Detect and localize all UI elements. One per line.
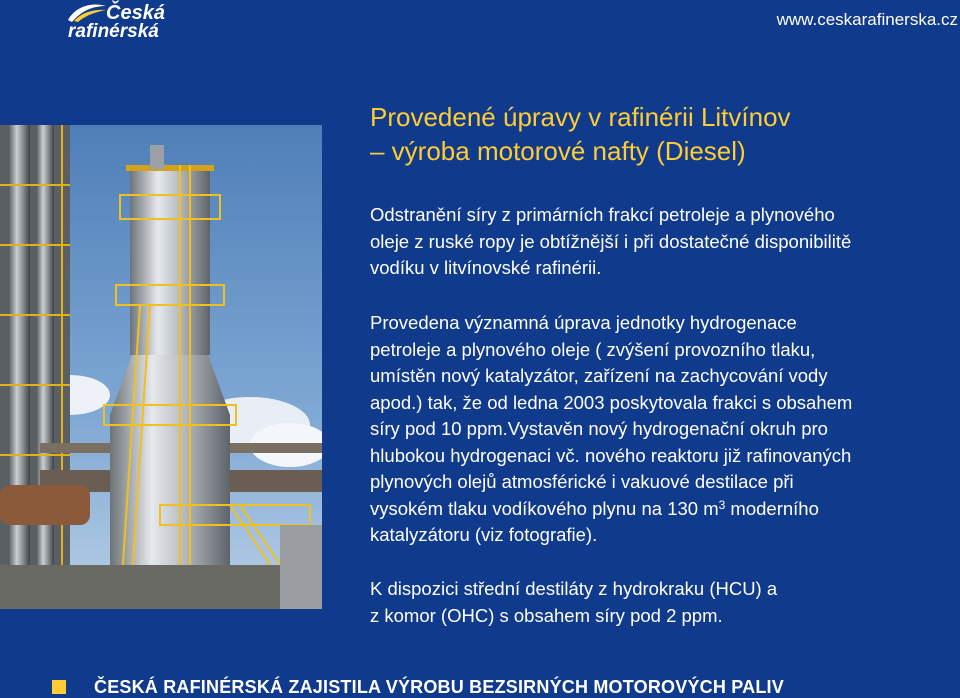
text-line: plynových olejů atmosférické i vakuové destilace při — [370, 471, 794, 492]
paragraph-middle-distillates — [370, 576, 960, 629]
text-line: katalyzátoru (viz fotografie). — [370, 524, 598, 545]
slide-title — [370, 100, 930, 168]
text-line: K dispozici střední destiláty z hydrokraku (HCU) a — [370, 578, 778, 599]
title-line-1: Provedené úpravy v rafinérii Litvínov — [370, 102, 791, 132]
text-fragment: moderního — [725, 497, 819, 519]
text-line: síry pod 10 ppm.Vystavěn nový hydrogenační okruh pro — [370, 418, 828, 439]
text-line: Odstranění síry z primárních frakcí petroleje a plynového — [370, 204, 835, 225]
footer-caption: ČESKÁ RAFINÉRSKÁ ZAJISTILA VÝROBU BEZSIRNÝCH MOTOROVÝCH PALIV — [94, 677, 784, 697]
superscript: 3 — [718, 497, 726, 512]
company-logo — [66, 2, 176, 42]
text-line: oleje z ruské ropy je obtížnější i při dostatečné disponibilitě — [370, 230, 852, 252]
text-line: vodíku v litvínovské rafinérii. — [370, 257, 602, 278]
text-line: apod.) tak, že od ledna 2003 poskytovala frakci s obsahem — [370, 391, 853, 413]
logo-text-line1: Česká — [106, 2, 165, 24]
logo-text-line2: rafinérská — [68, 21, 159, 42]
refinery-photo — [0, 125, 322, 609]
footer-bullet-icon — [52, 680, 66, 694]
website-url: www.ceskarafinerska.cz — [776, 10, 958, 29]
paragraph-hydrogenation-upgrade — [370, 310, 960, 549]
text-line: z komor (OHC) s obsahem síry pod 2 ppm. — [370, 604, 723, 626]
text-line: petroleje a plynového oleje ( zvýšení provozního tlaku, — [370, 338, 816, 360]
title-line-2: – výroba motorové nafty (Diesel) — [370, 136, 746, 166]
text-line: hlubokou hydrogenaci vč. nového reaktoru již rafinovaných — [370, 444, 852, 466]
text-line: umístěn nový katalyzátor, zařízení na zachycování vody — [370, 365, 828, 386]
text-line-with-superscript — [370, 496, 960, 523]
text-line: Provedena významná úprava jednotky hydrogenace — [370, 312, 797, 333]
paragraph-sulfur-removal — [370, 202, 960, 282]
text-fragment: vysokém tlaku vodíkového plynu na 130 m — [370, 497, 719, 519]
